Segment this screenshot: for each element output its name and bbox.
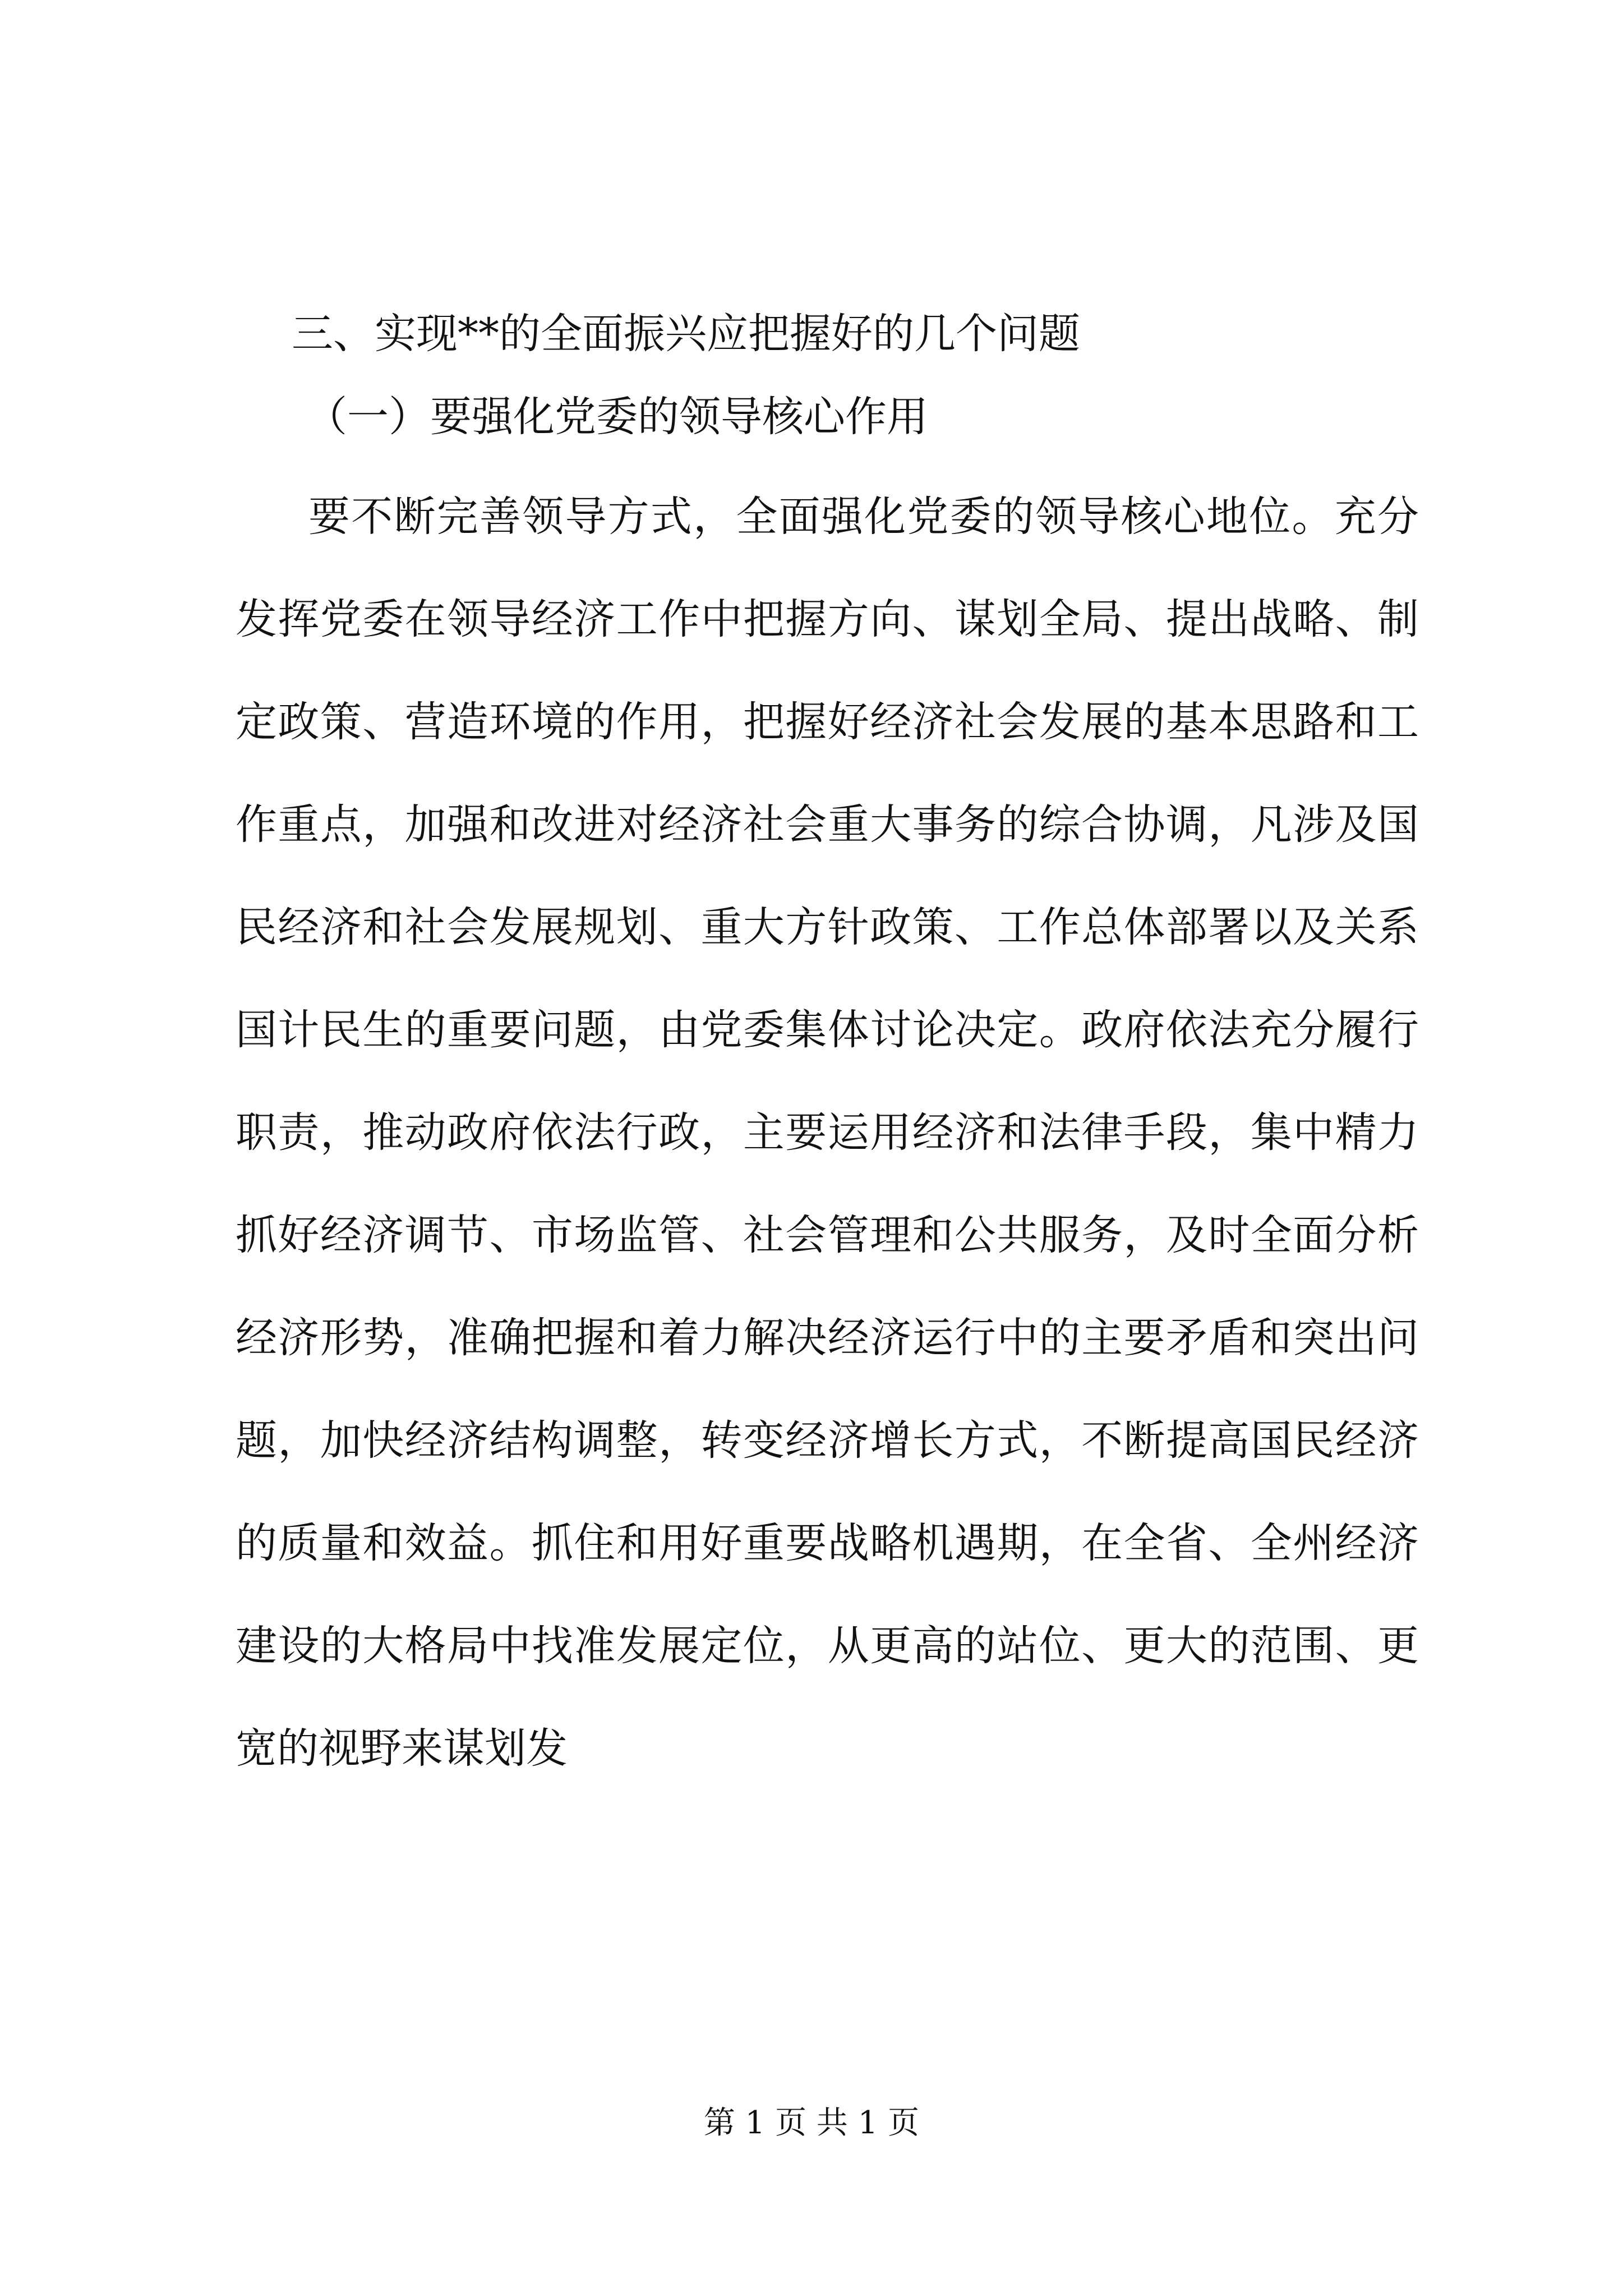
paragraph-line: 题，加快经济结构调整，转变经济增长方式，不断提高国民经济 (236, 1416, 1419, 1465)
paragraph-line: 国计民生的重要问题，由党委集体讨论决定。政府依法充分履行 (236, 1006, 1419, 1054)
section-heading: 三、实现**的全面振兴应把握好的几个问题 (292, 310, 1080, 358)
paragraph-line: 经济形势，准确把握和着力解决经济运行中的主要矛盾和突出问 (236, 1314, 1419, 1362)
paragraph-line: 抓好经济调节、市场监管、社会管理和公共服务，及时全面分析 (236, 1211, 1419, 1259)
page-footer: 第 1 页 共 1 页 (703, 2105, 920, 2141)
paragraph-line: 发挥党委在领导经济工作中把握方向、谋划全局、提出战略、制 (236, 595, 1419, 643)
paragraph-line: 要不断完善领导方式，全面强化党委的领导核心地位。充分 (308, 493, 1419, 541)
body-paragraph (236, 466, 1419, 1800)
paragraph-line: 作重点，加强和改进对经济社会重大事务的综合协调，凡涉及国 (236, 800, 1419, 849)
paragraph-line: 宽的视野来谋划发 (236, 1724, 568, 1773)
paragraph-line: 建设的大格局中找准发展定位，从更高的站位、更大的范围、更 (236, 1622, 1419, 1670)
paragraph-line: 的质量和效益。抓住和用好重要战略机遇期，在全省、全州经济 (236, 1519, 1419, 1567)
paragraph-line: 定政策、营造环境的作用，把握好经济社会发展的基本思路和工 (236, 698, 1419, 746)
subsection-heading: （一）要强化党委的领导核心作用 (306, 393, 928, 441)
paragraph-line: 民经济和社会发展规划、重大方针政策、工作总体部署以及关系 (236, 903, 1419, 951)
paragraph-line: 职责，推动政府依法行政，主要运用经济和法律手段，集中精力 (236, 1108, 1419, 1157)
